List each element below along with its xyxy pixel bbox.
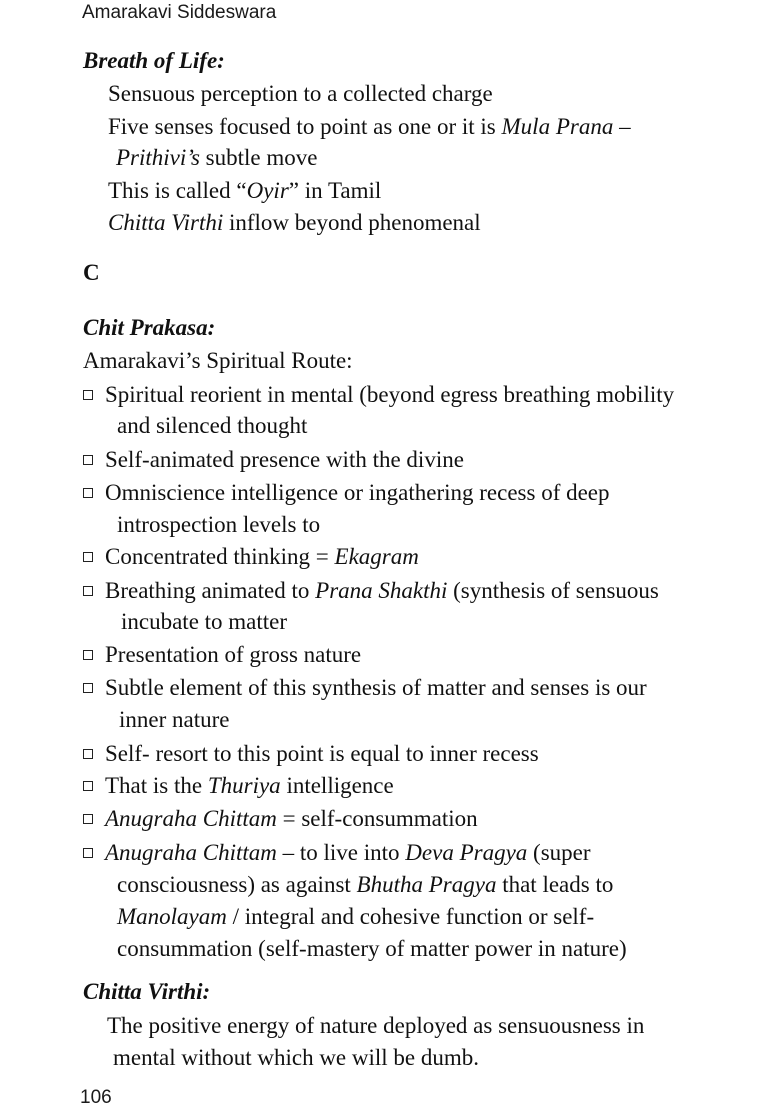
chit-intro: Amarakavi’s Spiritual Route: — [83, 348, 353, 373]
list-item-cont: Manolayam / integral and cohesive function or self- — [117, 904, 595, 929]
list-item: Self-animated presence with the divine — [83, 446, 464, 474]
checkbox-bullet-icon — [83, 749, 93, 759]
list-item: Presentation of gross nature — [83, 641, 361, 669]
list-item: Subtle element of this synthesis of matter and senses is our — [83, 674, 647, 702]
checkbox-bullet-icon — [83, 586, 93, 596]
list-item: Omniscience intelligence or ingathering recess of deep — [83, 479, 610, 507]
list-item-cont: consciousness) as against Bhutha Pragya that leads to — [117, 872, 614, 897]
list-item: Anugraha Chittam – to live into Deva Pragya (super — [83, 839, 591, 867]
section-letter: C — [83, 260, 100, 285]
page-number: 106 — [80, 1087, 112, 1108]
chit-heading: Chit Prakasa: — [83, 315, 216, 340]
list-item-cont: consummation (self-mastery of matter power in nature) — [117, 936, 627, 961]
checkbox-bullet-icon — [83, 683, 93, 693]
list-item: Concentrated thinking = Ekagram — [83, 543, 419, 571]
list-item: That is the Thuriya intelligence — [83, 772, 394, 800]
list-item: Breathing animated to Prana Shakthi (synthesis of sensuous — [83, 577, 659, 605]
breath-line-2: Five senses focused to point as one or it is Mula Prana – — [108, 114, 631, 139]
virthi-line-1: The positive energy of nature deployed as sensuousness in — [107, 1013, 645, 1038]
breath-heading: Breath of Life: — [83, 48, 225, 73]
breath-line-5: Chitta Virthi inflow beyond phenomenal — [108, 210, 481, 235]
list-item-cont: introspection levels to — [117, 512, 321, 537]
virthi-heading: Chitta Virthi: — [83, 979, 211, 1004]
running-head: Amarakavi Siddeswara — [82, 2, 277, 23]
breath-line-4: This is called “Oyir” in Tamil — [108, 178, 382, 203]
checkbox-bullet-icon — [83, 650, 93, 660]
checkbox-bullet-icon — [83, 781, 93, 791]
virthi-line-2: mental without which we will be dumb. — [113, 1045, 480, 1070]
checkbox-bullet-icon — [83, 488, 93, 498]
checkbox-bullet-icon — [83, 814, 93, 824]
checkbox-bullet-icon — [83, 390, 93, 400]
checkbox-bullet-icon — [83, 848, 93, 858]
list-item-cont: and silenced thought — [117, 413, 308, 438]
list-item: Self- resort to this point is equal to inner recess — [83, 740, 539, 768]
breath-line-1: Sensuous perception to a collected charge — [108, 81, 493, 106]
checkbox-bullet-icon — [83, 552, 93, 562]
checkbox-bullet-icon — [83, 455, 93, 465]
breath-line-3: Prithivi’s subtle move — [116, 145, 318, 170]
list-item: Anugraha Chittam = self-consummation — [83, 805, 478, 833]
list-item-cont: incubate to matter — [121, 609, 288, 634]
list-item-cont: inner nature — [119, 707, 230, 732]
list-item: Spiritual reorient in mental (beyond egress breathing mobility — [83, 381, 674, 409]
